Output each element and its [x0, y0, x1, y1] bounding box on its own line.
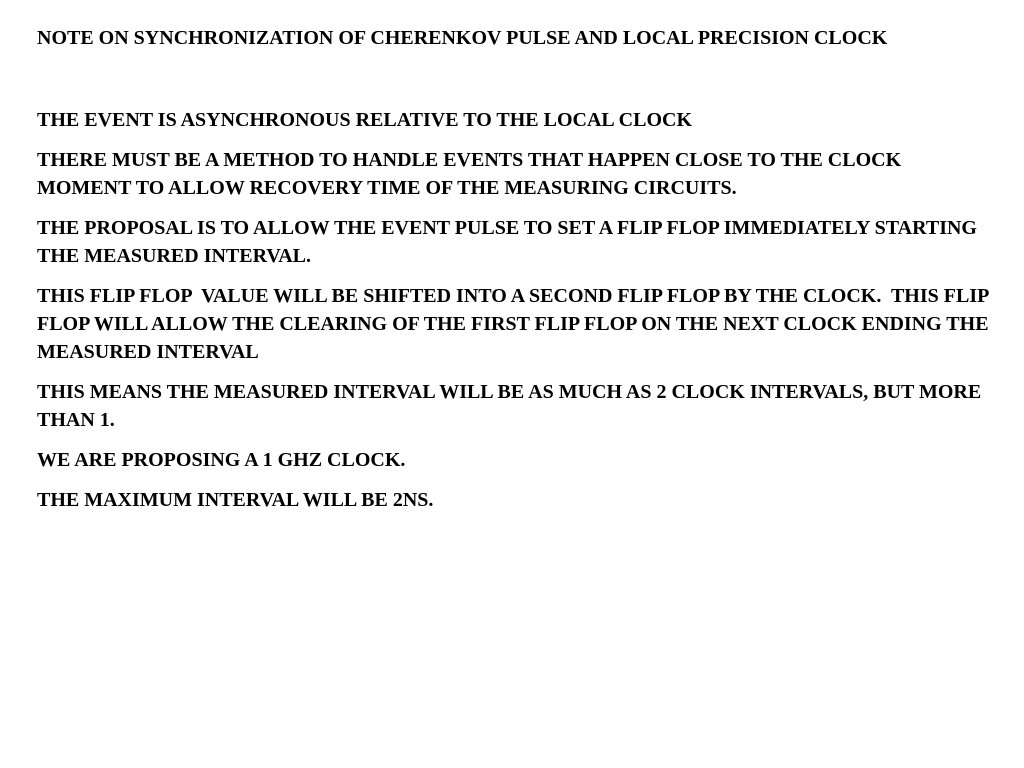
paragraph-flip-flop-shift: THIS FLIP FLOP VALUE WILL BE SHIFTED INTO A SECOND FLIP FLOP BY THE CLOCK. THIS FLIP FLOP WILL ALLOW THE CLEARING OF THE FIRST FLIP FLOP ON THE NEXT CLOCK ENDING THE MEASURED INTERVAL	[37, 285, 994, 363]
paragraph-maximum-interval: THE MAXIMUM INTERVAL WILL BE 2NS.	[37, 489, 434, 511]
paragraph-event-asynchronous: THE EVENT IS ASYNCHRONOUS RELATIVE TO THE LOCAL CLOCK	[37, 109, 692, 131]
slide-title: NOTE ON SYNCHRONIZATION OF CHERENKOV PULSE AND LOCAL PRECISION CLOCK	[37, 27, 888, 49]
paragraph-clock-frequency: WE ARE PROPOSING A 1 GHZ CLOCK.	[37, 449, 406, 471]
paragraph-proposal: THE PROPOSAL IS TO ALLOW THE EVENT PULSE TO SET A FLIP FLOP IMMEDIATELY STARTING THE MEASURED INTERVAL.	[37, 217, 982, 267]
paragraph-recovery-method: THERE MUST BE A METHOD TO HANDLE EVENTS THAT HAPPEN CLOSE TO THE CLOCK MOMENT TO ALLOW RECOVERY TIME OF THE MEASURING CIRCUITS.	[37, 149, 907, 199]
paragraph-measured-interval: THIS MEANS THE MEASURED INTERVAL WILL BE AS MUCH AS 2 CLOCK INTERVALS, BUT MORE THAN 1.	[37, 381, 986, 431]
